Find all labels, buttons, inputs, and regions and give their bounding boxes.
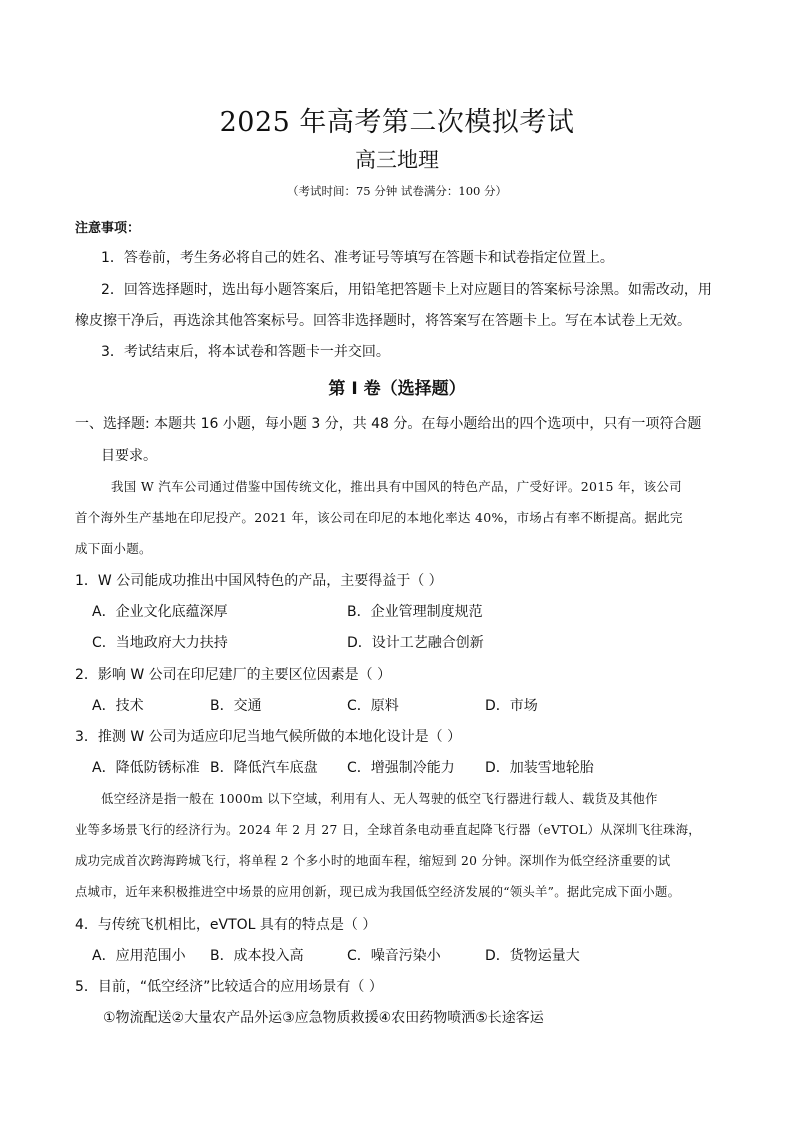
passage1-line-1: 我国 W 汽车公司通过借鉴中国传统文化，推出具有中国风的特色产品，广受好评。2015 年，该公司 [111,479,682,494]
passage1-line-3: 成下面小题。 [75,541,152,556]
q1-option-c: C．当地政府大力扶持 [92,635,228,651]
q1-option-d: D．设计工艺融合创新 [347,635,484,651]
passage2-line-4: 点城市，近年来积极推进空中场景的应用创新，现已成为我国低空经济发展的“领头羊”。据此完成下面小题。 [75,885,681,899]
q3-option-c: C．增强制冷能力 [347,760,455,776]
notice-line-2: 2．回答选择题时，选出每小题答案后，用铅笔把答题卡上对应题目的答案标号涂黑。如需改动，用 [101,282,712,298]
exam-subject: 高三地理 [355,148,439,172]
q3-option-d: D．加装雪地轮胎 [485,760,594,776]
passage2-line-2: 业等多场景飞行的经济行为。2024 年 2 月 27 日，全球首条电动垂直起降飞行器（eVTOL）从深圳飞往珠海， [75,823,701,837]
notice-line-4: 3．考试结束后，将本试卷和答题卡一并交回。 [101,344,390,360]
section-intro-1: 一、选择题: 本题共 16 小题，每小题 3 分，共 48 分。在每小题给出的四个选项中，只有一项符合题 [75,416,702,432]
q1-option-b: B．企业管理制度规范 [347,604,483,620]
passage2-line-1: 低空经济是指一般在 1000m 以下空域，利用有人、无人驾驶的低空飞行器进行载人、载货及其他作 [101,792,658,806]
notice-line-1: 1．答卷前，考生务必将自己的姓名、准考证号等填写在答题卡和试卷指定位置上。 [101,250,614,266]
q4-option-d: D．货物运量大 [485,948,580,964]
q2-option-b: B．交通 [210,698,262,714]
q2-option-a: A．技术 [92,698,144,714]
q4-stem: 4．与传统飞机相比，eVTOL 具有的特点是（ ） [75,917,377,933]
notice-heading: 注意事项： [75,221,141,236]
passage1-line-2: 首个海外生产基地在印尼投产。2021 年，该公司在印尼的本地化率达 40%，市场占有率不断提高。据此完 [75,510,683,525]
q3-option-a: A．降低防锈标准 [92,760,200,776]
notice-line-3: 橡皮擦干净后，再选涂其他答案标号。回答非选择题时，将答案写在答题卡上。写在本试卷上无效。 [75,313,691,329]
q3-option-b: B．降低汽车底盘 [210,760,318,776]
section-title: 第 I 卷（选择题） [328,379,466,399]
q2-option-c: C．原料 [347,698,399,714]
q4-option-c: C．噪音污染小 [347,948,441,964]
q5-options: ①物流配送②大量农产品外运③应急物质救援④农田药物喷洒⑤长途客运 [103,1010,544,1026]
q3-stem: 3．推测 W 公司为适应印尼当地气候所做的本地化设计是（ ） [75,729,462,745]
passage2-line-3: 成功完成首次跨海跨城飞行，将单程 2 个多小时的地面车程，缩短到 20 分钟。深圳作为低空经济重要的试 [75,854,671,868]
q2-stem: 2．影响 W 公司在印尼建厂的主要区位因素是（ ） [75,667,392,683]
exam-meta: （考试时间：75 分钟 试卷满分：100 分） [286,184,508,198]
exam-title: 2025 年高考第二次模拟考试 [219,107,575,138]
q4-option-a: A．应用范围小 [92,948,186,964]
q1-stem: 1．W 公司能成功推出中国风特色的产品，主要得益于（ ） [75,573,443,589]
q5-stem: 5．目前，“低空经济”比较适合的应用场景有（ ） [75,979,383,995]
q1-option-a: A．企业文化底蕴深厚 [92,604,228,620]
q4-option-b: B．成本投入高 [210,948,304,964]
section-intro-2: 目要求。 [101,448,157,464]
q2-option-d: D．市场 [485,698,538,714]
